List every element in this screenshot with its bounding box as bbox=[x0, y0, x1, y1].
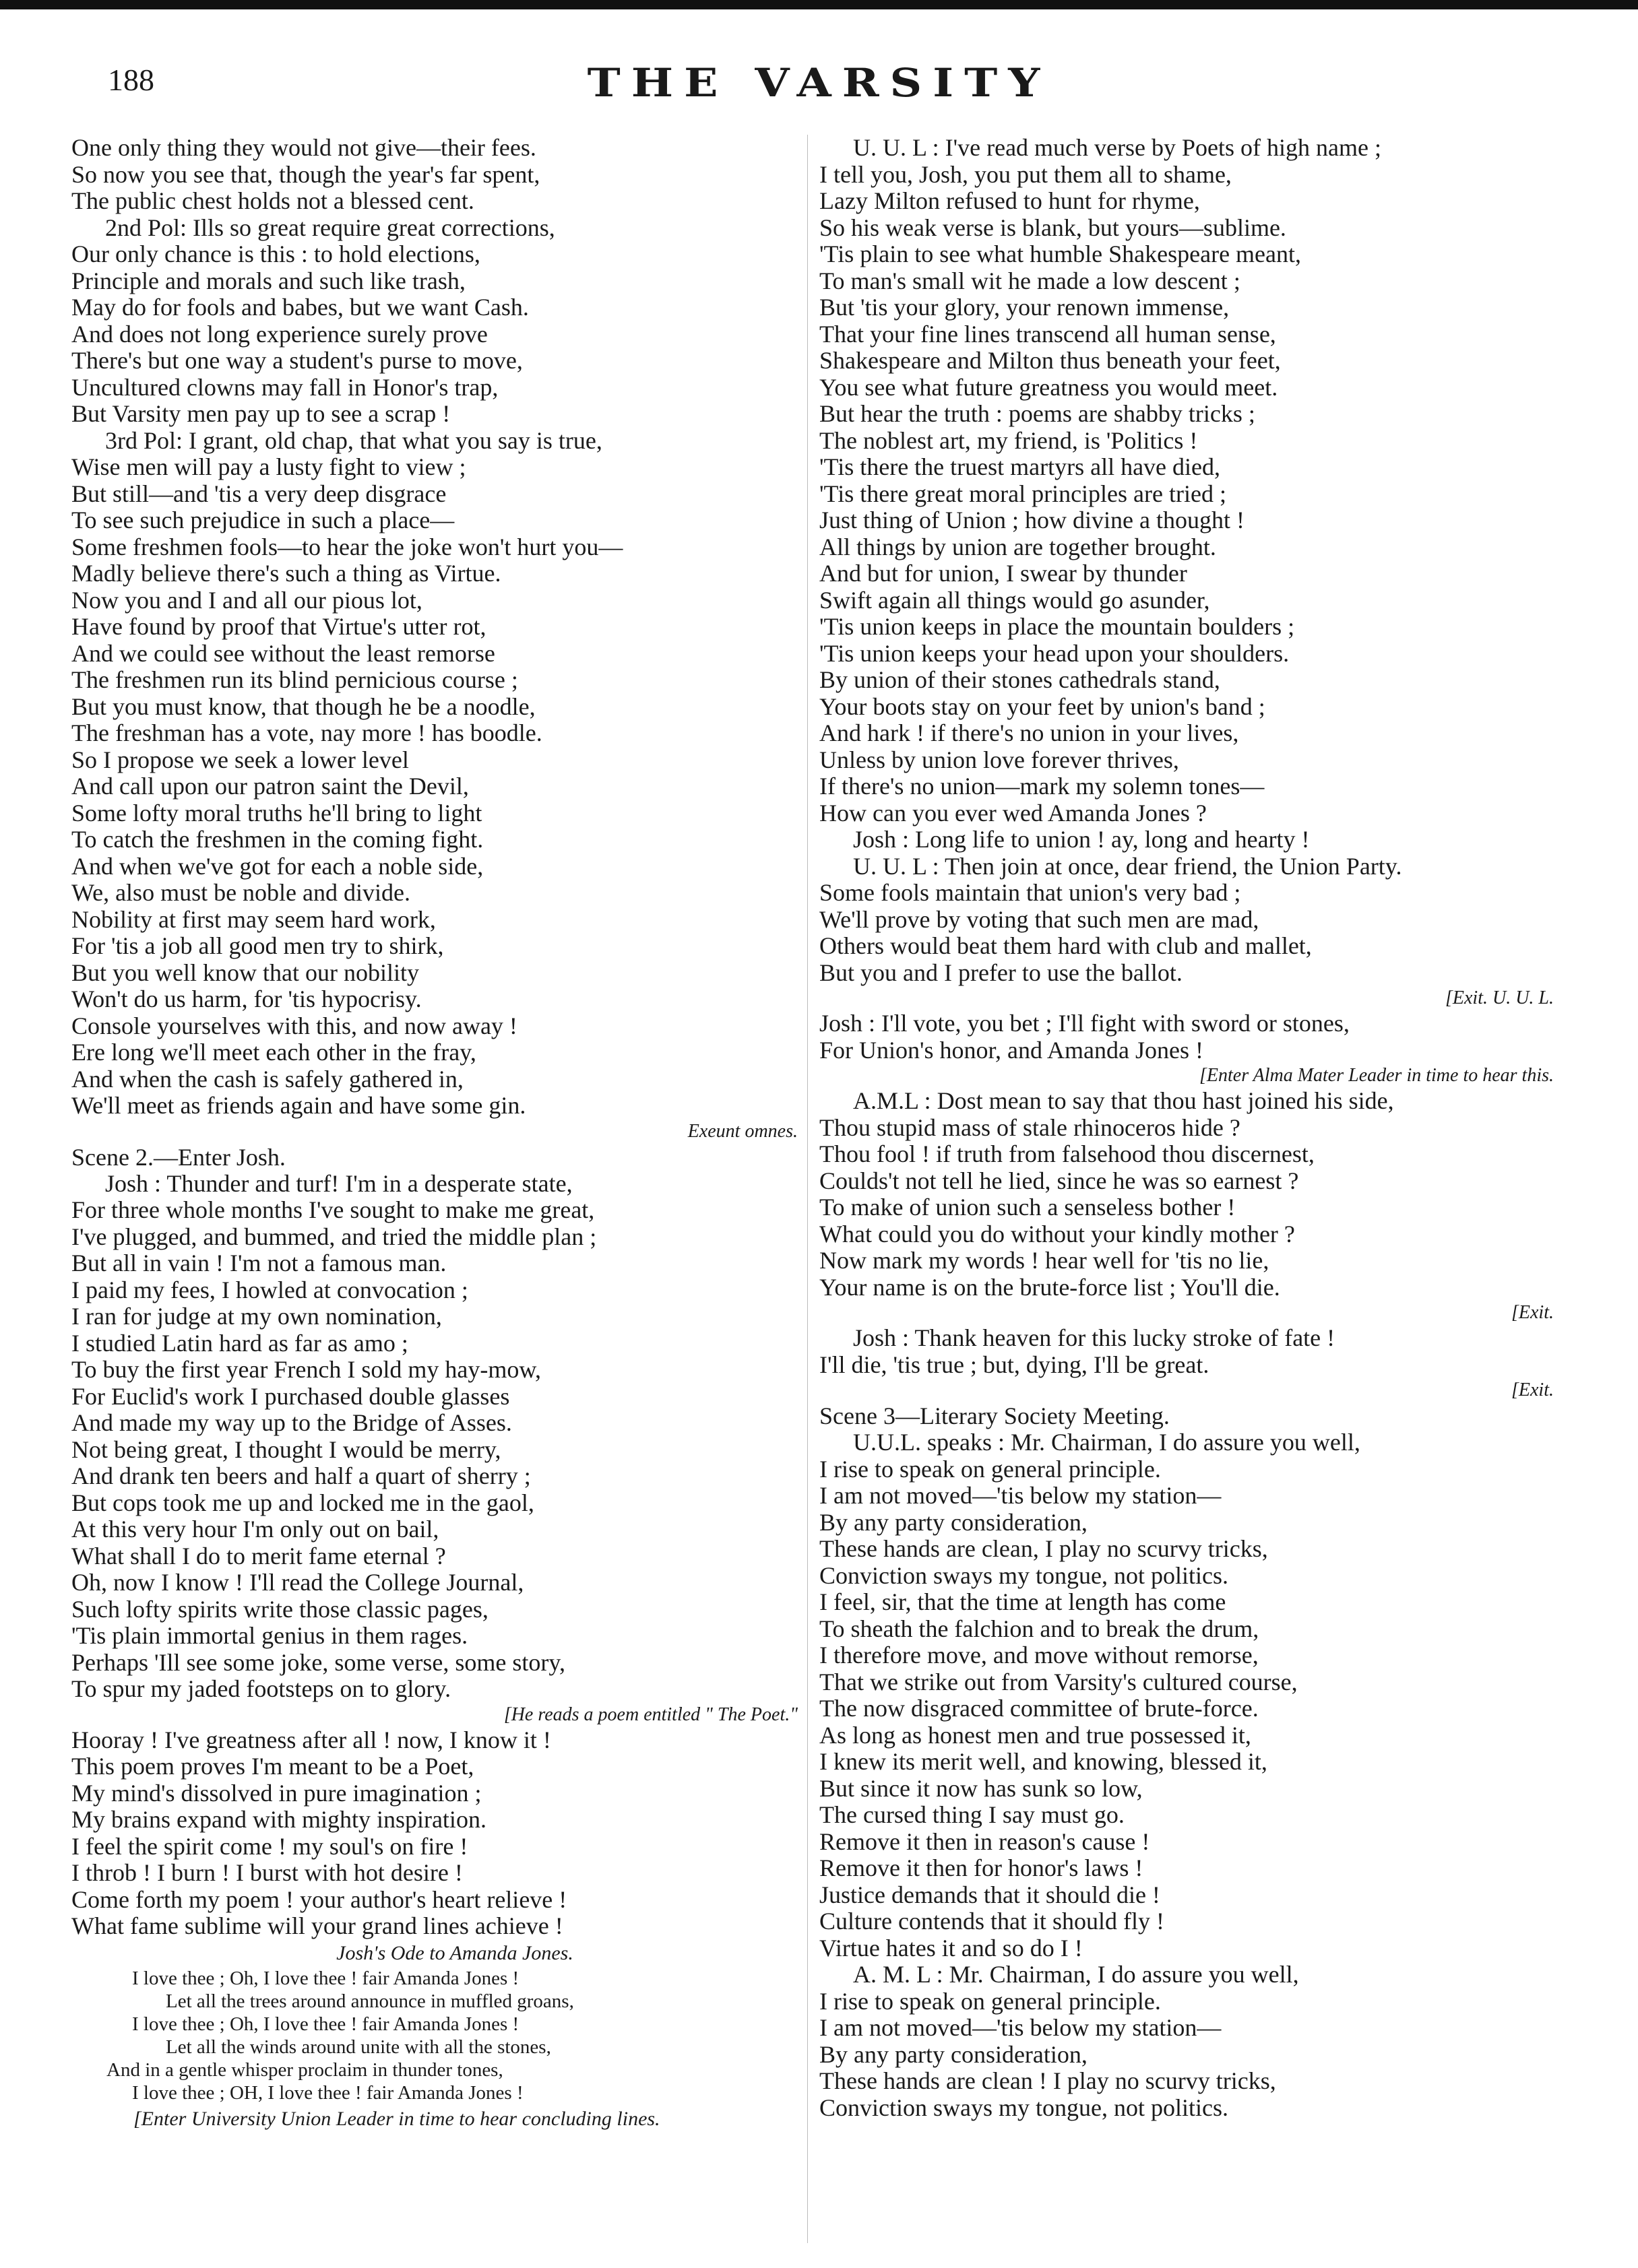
right-column-line: I rise to speak on general principle. bbox=[819, 1455, 1161, 1483]
left-column-line: What shall I do to merit fame eternal ? bbox=[71, 1542, 446, 1569]
right-column-line: U. U. L : I've read much verse by Poets of high name ; bbox=[853, 134, 1381, 161]
left-column-line: My mind's dissolved in pure imagination ; bbox=[71, 1779, 482, 1807]
right-column-line: Thou fool ! if truth from falsehood thou discernest, bbox=[819, 1140, 1315, 1167]
right-column-line: [Exit. bbox=[1511, 1302, 1554, 1323]
right-column-line: Culture contends that it should fly ! bbox=[819, 1908, 1164, 1935]
top-rule bbox=[0, 0, 1638, 9]
left-column-line: Josh : Thunder and turf! I'm in a desperate state, bbox=[105, 1169, 573, 1197]
right-column-line: 'Tis there great moral principles are tried ; bbox=[819, 480, 1226, 507]
right-column-line: A. M. L : Mr. Chairman, I do assure you well, bbox=[853, 1961, 1299, 1988]
right-column-line: I tell you, Josh, you put them all to shame, bbox=[819, 160, 1232, 188]
right-column-line: Lazy Milton refused to hunt for rhyme, bbox=[819, 187, 1200, 214]
right-column-line: Just thing of Union ; how divine a thought ! bbox=[819, 507, 1245, 533]
right-column-line: But since it now has sunk so low, bbox=[819, 1774, 1143, 1802]
left-column-line: To spur my jaded footsteps on to glory. bbox=[71, 1675, 451, 1702]
right-column-line: I am not moved—'tis below my station— bbox=[819, 1482, 1222, 1509]
right-column-line: Remove it then for honor's laws ! bbox=[819, 1854, 1143, 1881]
left-column-line: Have found by proof that Virtue's utter rot, bbox=[71, 613, 486, 640]
left-column-line: Oh, now I know ! I'll read the College Journal, bbox=[71, 1569, 524, 1596]
left-column-line: And does not long experience surely prove bbox=[71, 320, 488, 348]
left-column-line: Perhaps 'Ill see some joke, some verse, some story, bbox=[71, 1648, 565, 1676]
right-column-line: I am not moved—'tis below my station— bbox=[819, 2014, 1222, 2041]
right-column-line: Now mark my words ! hear well for 'tis no lie, bbox=[819, 1247, 1269, 1274]
left-column-line: 3rd Pol: I grant, old chap, that what you say is true, bbox=[105, 426, 602, 454]
right-column-line: That we strike out from Varsity's cultured course, bbox=[819, 1668, 1298, 1695]
left-column-line: So now you see that, though the year's far spent, bbox=[71, 160, 540, 188]
column-divider bbox=[807, 135, 808, 2243]
left-column-line: So I propose we seek a lower level bbox=[71, 746, 409, 773]
left-column-line: 'Tis plain immortal genius in them rages. bbox=[71, 1622, 468, 1649]
left-column-line: The public chest holds not a blessed cent. bbox=[71, 187, 474, 214]
left-column-line: And call upon our patron saint the Devil, bbox=[71, 773, 469, 800]
left-column-line: Now you and I and all our pious lot, bbox=[71, 586, 422, 614]
right-column-line: Some fools maintain that union's very bad ; bbox=[819, 879, 1241, 906]
right-column-line: I knew its merit well, and knowing, blessed it, bbox=[819, 1748, 1267, 1775]
left-column-line: At this very hour I'm only out on bail, bbox=[71, 1516, 439, 1543]
left-column-line: For three whole months I've sought to make me great, bbox=[71, 1196, 595, 1223]
right-column-line: The now disgraced committee of brute-force. bbox=[819, 1695, 1259, 1722]
left-column-line: I throb ! I burn ! I burst with hot desire ! bbox=[71, 1859, 463, 1886]
right-column-line: The noblest art, my friend, is 'Politics ! bbox=[819, 426, 1198, 454]
right-column-line: Thou stupid mass of stale rhinoceros hide ? bbox=[819, 1113, 1240, 1141]
right-column-line: How can you ever wed Amanda Jones ? bbox=[819, 799, 1207, 827]
right-column-line: For Union's honor, and Amanda Jones ! bbox=[819, 1036, 1203, 1064]
right-column-line: I feel, sir, that the time at length has come bbox=[819, 1588, 1226, 1615]
right-column-line: And hark ! if there's no union in your lives, bbox=[819, 719, 1239, 746]
right-column-line: But 'tis your glory, your renown immense, bbox=[819, 294, 1230, 321]
left-column-line: But still—and 'tis a very deep disgrace bbox=[71, 480, 447, 507]
left-column-line: Scene 2.—Enter Josh. bbox=[71, 1143, 286, 1171]
left-column-line: My brains expand with mighty inspiration. bbox=[71, 1806, 486, 1833]
right-column-line: Shakespeare and Milton thus beneath your feet, bbox=[819, 347, 1281, 374]
masthead-title: THE VARSITY bbox=[587, 59, 1051, 106]
right-column-line: But you and I prefer to use the ballot. bbox=[819, 959, 1183, 986]
left-column-line: Madly believe there's such a thing as Virtue. bbox=[71, 560, 501, 587]
right-column-line: By union of their stones cathedrals stand, bbox=[819, 666, 1220, 693]
left-column-line: We'll meet as friends again and have some gin. bbox=[71, 1092, 526, 1119]
right-column bbox=[819, 135, 1554, 2121]
right-column-line: Justice demands that it should die ! bbox=[819, 1881, 1160, 1908]
left-column-line: I've plugged, and bummed, and tried the middle plan ; bbox=[71, 1223, 597, 1250]
left-column-line: Principle and morals and such like trash, bbox=[71, 267, 466, 294]
left-column-line: I love thee ; Oh, I love thee ! fair Amanda Jones ! bbox=[132, 2013, 519, 2035]
right-column-line: Josh : Thank heaven for this lucky stroke of fate ! bbox=[853, 1324, 1335, 1351]
left-column-line: Ere long we'll meet each other in the fray, bbox=[71, 1039, 476, 1066]
left-column-line: [He reads a poem entitled " The Poet." bbox=[503, 1704, 798, 1725]
right-column-line: By any party consideration, bbox=[819, 2040, 1088, 2068]
right-column-line: Scene 3—Literary Society Meeting. bbox=[819, 1402, 1170, 1429]
right-column-line: I rise to speak on general principle. bbox=[819, 1987, 1161, 2015]
left-column-line: Nobility at first may seem hard work, bbox=[71, 905, 436, 933]
right-column-line: Unless by union love forever thrives, bbox=[819, 746, 1179, 773]
left-column-line: For Euclid's work I purchased double glasses bbox=[71, 1382, 510, 1410]
right-column-line: Josh : Long life to union ! ay, long and hearty ! bbox=[853, 826, 1310, 853]
left-column-line: Such lofty spirits write those classic pages, bbox=[71, 1595, 489, 1623]
left-column-line: [Enter University Union Leader in time to hear concluding lines. bbox=[133, 2107, 660, 2130]
left-column-line: I love thee ; OH, I love thee ! fair Amanda Jones ! bbox=[132, 2081, 524, 2104]
right-column-line: I'll die, 'tis true ; but, dying, I'll be great. bbox=[819, 1351, 1209, 1378]
left-column-line: And when we've got for each a noble side, bbox=[71, 852, 484, 880]
right-column-line: If there's no union—mark my solemn tones— bbox=[819, 773, 1265, 800]
left-column-line: And when the cash is safely gathered in, bbox=[71, 1065, 464, 1093]
left-column-line: Uncultured clowns may fall in Honor's trap, bbox=[71, 373, 499, 401]
right-column-line: Swift again all things would go asunder, bbox=[819, 586, 1210, 614]
left-column-line: Hooray ! I've greatness after all ! now, I know it ! bbox=[71, 1726, 551, 1753]
left-column-line: I ran for judge at my own nomination, bbox=[71, 1303, 442, 1330]
left-column-line: 2nd Pol: Ills so great require great corrections, bbox=[105, 214, 555, 241]
right-column-line: Others would beat them hard with club and mallet, bbox=[819, 932, 1312, 959]
right-column-line: I therefore move, and move without remorse, bbox=[819, 1642, 1259, 1668]
left-column-line: Not being great, I thought I would be merry, bbox=[71, 1435, 501, 1463]
left-column-line: What fame sublime will your grand lines achieve ! bbox=[71, 1912, 563, 1939]
right-column-line: By any party consideration, bbox=[819, 1508, 1088, 1536]
left-column-line: I paid my fees, I howled at convocation ; bbox=[71, 1276, 468, 1303]
right-column-line: A.M.L : Dost mean to say that thou hast joined his side, bbox=[853, 1087, 1394, 1114]
right-column-line: To sheath the falchion and to break the drum, bbox=[819, 1615, 1259, 1642]
right-column-line: 'Tis there the truest martyrs all have died, bbox=[819, 453, 1221, 480]
left-column-line: This poem proves I'm meant to be a Poet, bbox=[71, 1753, 474, 1780]
left-column-line: But you well know that our nobility bbox=[71, 959, 419, 986]
left-column-line: I studied Latin hard as far as amo ; bbox=[71, 1329, 408, 1357]
left-column-line: And in a gentle whisper proclaim in thunder tones, bbox=[106, 2059, 503, 2081]
right-column-line: What could you do without your kindly mother ? bbox=[819, 1220, 1295, 1248]
right-column-line: Your boots stay on your feet by union's band ; bbox=[819, 692, 1265, 720]
right-column-line: U. U. L : Then join at once, dear friend, the Union Party. bbox=[853, 852, 1402, 880]
left-column-line: But cops took me up and locked me in the gaol, bbox=[71, 1489, 534, 1516]
left-column-line: But all in vain ! I'm not a famous man. bbox=[71, 1250, 447, 1276]
left-column-line: The freshman has a vote, nay more ! has boodle. bbox=[71, 719, 542, 746]
left-column-line: And made my way up to the Bridge of Asses. bbox=[71, 1409, 512, 1436]
left-column-line: I love thee ; Oh, I love thee ! fair Amanda Jones ! bbox=[132, 1967, 519, 1989]
left-column-line: One only thing they would not give—their fees. bbox=[71, 134, 536, 161]
right-column-line: [Exit. bbox=[1511, 1380, 1554, 1400]
left-column-line: We, also must be noble and divide. bbox=[71, 879, 410, 906]
left-column-line: But you must know, that though he be a noodle, bbox=[71, 692, 536, 720]
left-column-line: Wise men will pay a lusty fight to view ; bbox=[71, 453, 466, 480]
right-column-line: These hands are clean ! I play no scurvy tricks, bbox=[819, 2067, 1276, 2094]
left-column-line: To see such prejudice in such a place— bbox=[71, 507, 455, 533]
left-column-line: To buy the first year French I sold my hay-mow, bbox=[71, 1356, 541, 1383]
right-column-line: 'Tis plain to see what humble Shakespeare meant, bbox=[819, 240, 1302, 267]
right-column-line: To man's small wit he made a low descent ; bbox=[819, 267, 1240, 294]
right-column-line: That your fine lines transcend all human sense, bbox=[819, 320, 1276, 348]
right-column-line: Your name is on the brute-force list ; You'll die. bbox=[819, 1273, 1280, 1301]
right-column-line: To make of union such a senseless bother ! bbox=[819, 1194, 1236, 1221]
page-number: 188 bbox=[108, 63, 154, 97]
left-column-line: I feel the spirit come ! my soul's on fire ! bbox=[71, 1832, 468, 1860]
right-column-line: [Enter Alma Mater Leader in time to hear this. bbox=[1199, 1065, 1554, 1086]
left-column-line: Josh's Ode to Amanda Jones. bbox=[336, 1941, 573, 1964]
right-column-line: 'Tis union keeps your head upon your shoulders. bbox=[819, 639, 1290, 667]
right-column-line: But hear the truth : poems are shabby tricks ; bbox=[819, 400, 1255, 427]
right-column-line: Conviction sways my tongue, not politics. bbox=[819, 1561, 1228, 1589]
left-column-line: Some lofty moral truths he'll bring to light bbox=[71, 799, 482, 827]
left-column-line: For 'tis a job all good men try to shirk, bbox=[71, 932, 444, 959]
left-column-line: And we could see without the least remorse bbox=[71, 639, 495, 667]
right-column-line: U.U.L. speaks : Mr. Chairman, I do assure you well, bbox=[853, 1429, 1360, 1456]
right-column-line: These hands are clean, I play no scurvy tricks, bbox=[819, 1535, 1268, 1562]
left-column-line: But Varsity men pay up to see a scrap ! bbox=[71, 400, 451, 427]
left-column-line: Console yourselves with this, and now away ! bbox=[71, 1012, 517, 1039]
left-column-line: Our only chance is this : to hold elections, bbox=[71, 240, 480, 267]
right-column-line: Conviction sways my tongue, not politics. bbox=[819, 2094, 1228, 2121]
left-column bbox=[71, 135, 798, 2134]
right-column-line: The cursed thing I say must go. bbox=[819, 1801, 1125, 1828]
right-column-line: Remove it then in reason's cause ! bbox=[819, 1827, 1150, 1855]
right-column-line: And but for union, I swear by thunder bbox=[819, 560, 1187, 587]
right-column-line: Josh : I'll vote, you bet ; I'll fight with sword or stones, bbox=[819, 1010, 1350, 1037]
right-column-line: [Exit. U. U. L. bbox=[1445, 987, 1554, 1008]
left-column-line: Won't do us harm, for 'tis hypocrisy. bbox=[71, 985, 422, 1012]
left-column-line: Exeunt omnes. bbox=[687, 1120, 798, 1142]
left-column-line: Let all the trees around announce in muffled groans, bbox=[166, 1990, 574, 2012]
left-column-line: To catch the freshmen in the coming fight. bbox=[71, 826, 484, 853]
right-column-line: Coulds't not tell he lied, since he was so earnest ? bbox=[819, 1167, 1299, 1194]
right-column-line: So his weak verse is blank, but yours—sublime. bbox=[819, 214, 1286, 241]
left-column-line: And drank ten beers and half a quart of sherry ; bbox=[71, 1462, 531, 1489]
left-column-line: There's but one way a student's purse to move, bbox=[71, 347, 523, 374]
right-column-line: You see what future greatness you would meet. bbox=[819, 373, 1278, 401]
right-column-line: 'Tis union keeps in place the mountain boulders ; bbox=[819, 613, 1295, 640]
right-column-line: We'll prove by voting that such men are mad, bbox=[819, 905, 1259, 933]
right-column-line: Virtue hates it and so do I ! bbox=[819, 1934, 1083, 1962]
right-column-line: All things by union are together brought. bbox=[819, 533, 1216, 560]
right-column-line: As long as honest men and true possessed it, bbox=[819, 1721, 1251, 1749]
left-column-line: May do for fools and babes, but we want Cash. bbox=[71, 294, 529, 321]
left-column-line: Let all the winds around unite with all the stones, bbox=[166, 2036, 551, 2058]
left-column-line: The freshmen run its blind pernicious course ; bbox=[71, 666, 518, 693]
left-column-line: Some freshmen fools—to hear the joke won't hurt you— bbox=[71, 533, 623, 560]
left-column-line: Come forth my poem ! your author's heart relieve ! bbox=[71, 1885, 567, 1913]
